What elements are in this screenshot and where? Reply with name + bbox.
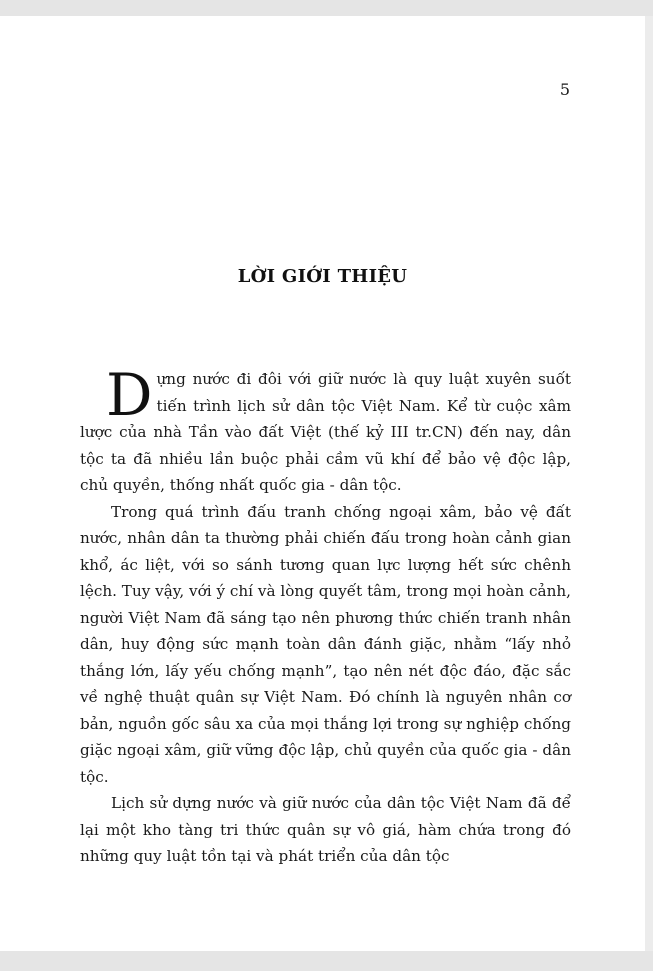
body-text [80,361,571,870]
drop-cap: D [106,361,153,429]
scrollbar-track[interactable] [645,16,653,951]
paragraph-2: Trong quá trình đấu tranh chống ngoại xâm, bảo vệ đất nước, nhân dân ta thường phải chiến đấu trong hoàn cảnh gian khổ, ác liệt, với so sánh tương quan lực lượng hết sức chênh lệch. Tuy vậy, với ý chí và lòng quyết tâm, trong mọi hoàn cảnh, người Việt Nam đã sáng tạo nên phương thức chiến tranh nhân dân, huy động sức mạnh toàn dân đánh giặc, nhằm “lấy nhỏ thắng lớn, lấy yếu chống mạnh”, tạo nên nét độc đáo, đặc sắc về nghệ thuật quân sự Việt Nam. Đó chính là nguyên nhân cơ bản, nguồn gốc sâu xa của mọi thắng lợi trong sự nghiệp chống giặc ngoại xâm, giữ vững độc lập, chủ quyền của quốc gia - dân tộc. [80,502,571,786]
document-page [0,16,645,951]
paragraph-1-text: ựng nước đi đôi với giữ nước là quy luật xuyên suốt tiến trình lịch sử dân tộc Việt Nam. Kể từ cuộc xâm lược của nhà Tần vào đất Việt (thế kỷ III tr.CN) đến nay, dân tộc ta đã nhiều lần buộc phải cầm vũ khí để bảo vệ độc lập, chủ quyền, thống nhất quốc gia - dân tộc. [80,370,571,494]
page-title: LỜI GIỚI THIỆU [237,266,408,287]
paragraph-3: Lịch sử dựng nước và giữ nước của dân tộc Việt Nam đã để lại một kho tàng tri thức quân sự vô giá, hàm chứa trong đó những quy luật tồn tại và phát triển của dân tộc [80,794,571,865]
page-number: 5 [559,80,570,99]
paragraph-1 [80,361,571,499]
